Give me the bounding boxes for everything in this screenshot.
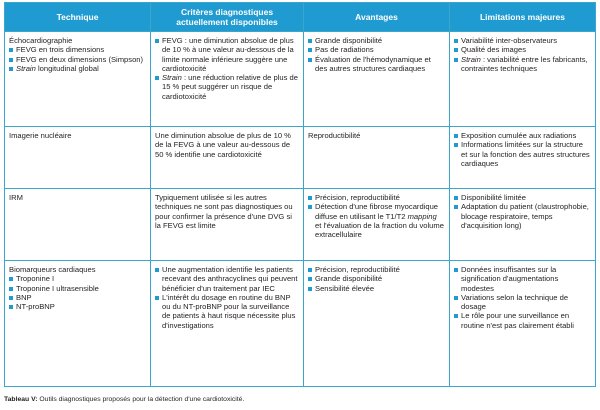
item-text: Sensibilité élevée — [315, 283, 375, 293]
cell-criteres — [151, 261, 304, 387]
square-bullet-icon — [308, 205, 312, 209]
square-bullet-icon — [454, 39, 458, 43]
criteres-text: Typiquement utilisée si les autres techniques ne sont pas diagnostiques ou pour confirmer la présence d'une DVG si la FEVG est limite — [155, 193, 293, 230]
list-item — [308, 274, 445, 283]
criteres-text: Une diminution absolue de plus de 10 % de la FEVG à une valeur au-dessous de 50 % identifie une cardiotoxicité — [155, 131, 291, 159]
bullet-list — [308, 36, 445, 73]
bullet-list — [308, 265, 445, 293]
diagnostic-tools-table — [4, 2, 596, 387]
table-row — [5, 127, 596, 189]
header-technique: Technique — [5, 3, 151, 32]
list-item — [454, 193, 591, 202]
bullet-list — [454, 36, 591, 73]
technique-title: Échocardiographie — [9, 36, 73, 45]
cell-limitations — [450, 189, 596, 261]
square-bullet-icon — [454, 196, 458, 200]
square-bullet-icon — [454, 296, 458, 300]
item-text: Pas de radiations — [315, 45, 374, 55]
list-item — [308, 45, 445, 54]
cell-avantages — [304, 127, 450, 189]
square-bullet-icon — [308, 287, 312, 291]
square-bullet-icon — [155, 296, 159, 300]
square-bullet-icon — [454, 268, 458, 272]
item-text: : variabilité entre les fabricants, contraintes techniques — [461, 54, 588, 73]
item-text: Variabilité inter-observateurs — [461, 36, 558, 45]
item-text: Exposition cumulée aux radiations — [461, 131, 577, 140]
item-text: longitudinal global — [35, 63, 99, 73]
table-row — [5, 189, 596, 261]
list-item — [454, 140, 591, 168]
square-bullet-icon — [454, 58, 458, 62]
square-bullet-icon — [9, 277, 13, 281]
table-row — [5, 32, 596, 127]
item-text: FEVG en trois dimensions — [16, 45, 105, 55]
item-text: Disponibilité limitée — [461, 193, 526, 202]
square-bullet-icon — [308, 277, 312, 281]
list-item — [454, 131, 591, 140]
item-text: Le rôle pour une surveillance en routine n'est pas clairement établi — [461, 311, 574, 330]
list-item — [308, 55, 445, 74]
square-bullet-icon — [9, 287, 13, 291]
cell-technique — [5, 32, 151, 127]
item-text: Grande disponibilité — [315, 274, 383, 284]
list-item — [308, 284, 445, 293]
square-bullet-icon — [9, 296, 13, 300]
item-text: L'intérêt du dosage en routine du BNP ou du NT-proBNP pour la surveillance de patients à haut risque nécessite plus d'investigations — [162, 292, 296, 330]
square-bullet-icon — [308, 196, 312, 200]
square-bullet-icon — [454, 134, 458, 138]
square-bullet-icon — [155, 76, 159, 80]
header-row — [5, 3, 596, 32]
item-text: Variations selon la technique de dosage — [461, 292, 569, 312]
cell-limitations — [450, 32, 596, 127]
square-bullet-icon — [308, 58, 312, 62]
item-text: Troponine I ultrasensible — [16, 283, 99, 293]
item-text: Une augmentation identifie les patients recevant des anthracyclines qui peuvent bénéficier d'un traitement par IEC — [162, 265, 298, 293]
list-item — [9, 302, 146, 311]
bullet-list — [454, 265, 591, 330]
square-bullet-icon — [9, 67, 13, 71]
square-bullet-icon — [454, 205, 458, 209]
square-bullet-icon — [308, 48, 312, 52]
item-text: NT-proBNP — [16, 302, 55, 312]
square-bullet-icon — [9, 48, 13, 52]
item-text: Évaluation de l'hémodynamique et des autres structures cardiaques — [315, 54, 431, 73]
list-item — [454, 202, 591, 230]
cell-criteres — [151, 189, 304, 261]
list-item — [9, 64, 146, 73]
bullet-list — [454, 131, 591, 168]
cell-avantages — [304, 261, 450, 387]
avantages-text: Reproductibilité — [308, 131, 361, 140]
bullet-list — [454, 193, 591, 230]
list-item — [308, 265, 445, 274]
list-item — [308, 193, 445, 202]
bullet-list — [9, 45, 146, 73]
list-item — [155, 73, 299, 101]
item-text: et l'évaluation de la fraction du volume extracellulaire — [315, 220, 444, 240]
list-item — [454, 311, 591, 330]
table-row — [5, 261, 596, 387]
list-item — [9, 45, 146, 54]
list-item — [155, 265, 299, 293]
item-text: Informations limitées sur la structure et sur la fonction des autres structures cardiaques — [461, 140, 590, 168]
list-item — [155, 36, 299, 73]
item-text: BNP — [16, 292, 32, 302]
square-bullet-icon — [9, 58, 13, 62]
cell-technique — [5, 189, 151, 261]
cell-technique — [5, 127, 151, 189]
item-text: Adaptation du patient (claustrophobie, blocage respiratoire, temps d'acquisition long) — [461, 202, 589, 230]
cell-limitations — [450, 261, 596, 387]
cell-technique — [5, 261, 151, 387]
list-item — [308, 202, 445, 239]
cell-criteres — [151, 32, 304, 127]
list-item — [454, 36, 591, 45]
technique-title: IRM — [9, 193, 23, 202]
bullet-list — [155, 265, 299, 330]
item-text: Grande disponibilité — [315, 36, 383, 45]
italic-term: Strain — [16, 63, 36, 73]
list-item — [155, 293, 299, 330]
list-item — [9, 55, 146, 64]
cell-limitations — [450, 127, 596, 189]
item-text: Qualité des images — [461, 45, 527, 55]
cell-avantages — [304, 32, 450, 127]
item-text: Détection d'une fibrose myocardique diffuse en utilisant le T1/T2 — [315, 202, 439, 221]
italic-term: Strain — [162, 73, 182, 83]
list-item — [9, 284, 146, 293]
caption-text: Outils diagnostiques proposés pour la détection d'une cardiotoxicité. — [37, 396, 245, 403]
list-item — [454, 293, 591, 312]
item-text: Données insuffisantes sur la signification d'augmentations modestes — [461, 265, 559, 293]
technique-title: Biomarqueurs cardiaques — [9, 265, 96, 274]
header-criteres: Critères diagnostiques actuellement disponibles — [151, 3, 304, 32]
item-text: Troponine I — [16, 274, 55, 284]
square-bullet-icon — [155, 39, 159, 43]
item-text: Précision, reproductibilité — [315, 265, 400, 274]
header-limitations: Limitations majeures — [450, 3, 596, 32]
square-bullet-icon — [454, 314, 458, 318]
list-item — [454, 265, 591, 293]
square-bullet-icon — [155, 268, 159, 272]
list-item — [308, 36, 445, 45]
header-avantages: Avantages — [304, 3, 450, 32]
cell-avantages — [304, 189, 450, 261]
cell-criteres — [151, 127, 304, 189]
list-item — [454, 45, 591, 54]
square-bullet-icon — [454, 143, 458, 147]
bullet-list — [308, 193, 445, 239]
italic-term: mapping — [407, 211, 437, 221]
list-item — [454, 55, 591, 74]
table-caption — [4, 396, 244, 403]
caption-label: Tableau V: — [4, 396, 38, 403]
item-text: FEVG : une diminution absolue de plus de 10 % à une valeur au-dessous de la limite normale inférieure suggère une cardiotoxicité — [162, 36, 294, 73]
bullet-list — [9, 274, 146, 311]
item-text: Précision, reproductibilité — [315, 193, 400, 202]
square-bullet-icon — [454, 48, 458, 52]
item-text: FEVG en deux dimensions (Simpson) — [16, 54, 144, 64]
technique-title: Imagerie nucléaire — [9, 131, 72, 140]
square-bullet-icon — [9, 305, 13, 309]
bullet-list — [155, 36, 299, 101]
list-item — [9, 293, 146, 302]
square-bullet-icon — [308, 39, 312, 43]
item-text: : une réduction relative de plus de 15 % peut suggérer un risque de cardiotoxicité — [162, 73, 298, 101]
square-bullet-icon — [308, 268, 312, 272]
italic-term: Strain — [461, 54, 481, 64]
list-item — [9, 274, 146, 283]
